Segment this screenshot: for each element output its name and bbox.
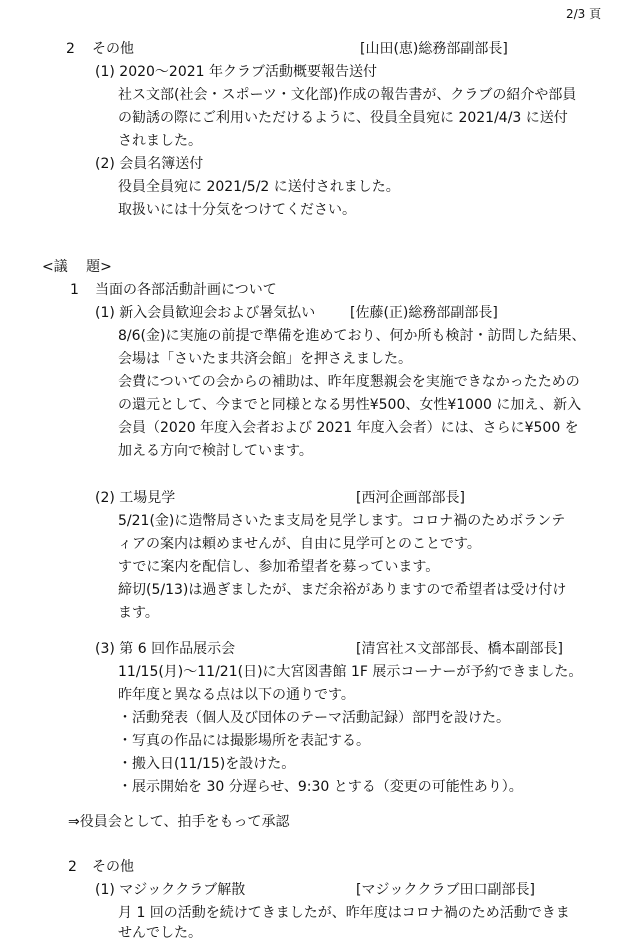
section-number: 2 xyxy=(68,859,77,875)
body-line: 昨年度と異なる点は以下の通りです。 xyxy=(118,687,355,703)
section-number: 2 xyxy=(66,41,75,57)
bullet-line: ・写真の作品には撮影場所を表記する。 xyxy=(118,733,370,749)
responsible-person: [清宮社ス文部部長、橋本副部長] xyxy=(356,641,563,657)
section-title: その他 xyxy=(92,41,134,57)
approval-note: ⇒役員会として、拍手をもって承認 xyxy=(68,814,290,830)
body-line: の還元として、今までと同様となる男性¥500、女性¥1000 に加え、新入 xyxy=(118,397,582,413)
agenda-heading: <議 題> xyxy=(42,259,112,275)
subitem-label: (1) 2020～2021 年クラブ活動概要報告送付 xyxy=(95,64,377,80)
body-line: 8/6(金)に実施の前提で準備を進めており、何か所も検討・訪問した結果、 xyxy=(118,328,586,344)
bullet-line: ・展示開始を 30 分遅らせ、9:30 とする（変更の可能性あり）。 xyxy=(118,779,523,795)
body-line: ます。 xyxy=(118,605,159,621)
body-line: 加える方向で検討しています。 xyxy=(118,443,313,459)
subitem-label: (1) マジッククラブ解散 xyxy=(95,882,246,898)
responsible-person: [山田(恵)総務部副部長] xyxy=(360,41,508,57)
body-line: すでに案内を配信し、参加希望者を募っています。 xyxy=(118,559,440,575)
body-line: 締切(5/13)は過ぎましたが、まだ余裕がありますので希望者は受け付け xyxy=(118,582,567,598)
section-title: その他 xyxy=(92,859,134,875)
body-line: 取扱いには十分気をつけてください。 xyxy=(118,202,356,218)
body-line: せんでした。 xyxy=(118,925,202,941)
body-line: 社ス文部(社会・スポーツ・文化部)作成の報告書が、クラブの紹介や部員 xyxy=(118,87,577,103)
section-title: 当面の各部活動計画について xyxy=(95,282,277,298)
body-line: の勧誘の際にご利用いただけるように、役員全員宛に 2021/4/3 に送付 xyxy=(118,110,568,126)
responsible-person: [マジッククラブ田口副部長] xyxy=(356,882,535,898)
subitem-label: (1) 新入会員歓迎会および暑気払い xyxy=(95,305,316,321)
subitem-label: (2) 会員名簿送付 xyxy=(95,156,204,172)
body-line: ィアの案内は頼めませんが、自由に見学可とのことです。 xyxy=(118,536,481,552)
body-line: 会費についての会からの補助は、昨年度懇親会を実施できなかったための xyxy=(118,374,580,390)
body-line: 5/21(金)に造幣局さいたま支局を見学します。コロナ禍のためボランテ xyxy=(118,513,566,529)
body-line: 11/15(月)～11/21(日)に大宮図書館 1F 展示コーナーが予約できました。 xyxy=(118,664,583,680)
body-line: 会員（2020 年度入会者および 2021 年度入会者）には、さらに¥500 を xyxy=(118,420,579,436)
responsible-person: [佐藤(正)総務部副部長] xyxy=(350,305,498,321)
section-number: 1 xyxy=(70,282,79,298)
responsible-person: [西河企画部部長] xyxy=(356,490,465,506)
body-line: 役員全員宛に 2021/5/2 に送付されました。 xyxy=(118,179,400,195)
body-line: 月 1 回の活動を続けてきましたが、昨年度はコロナ禍のため活動できま xyxy=(118,905,570,921)
body-line: 会場は「さいたま共済会館」を押さえました。 xyxy=(118,351,412,367)
subitem-label: (2) 工場見学 xyxy=(95,490,176,506)
page-number: 2/3 頁 xyxy=(566,7,602,21)
bullet-line: ・搬入日(11/15)を設けた。 xyxy=(118,756,296,772)
body-line: されました。 xyxy=(118,133,202,149)
subitem-label: (3) 第 6 回作品展示会 xyxy=(95,641,236,657)
bullet-line: ・活動発表（個人及び団体のテーマ活動記録）部門を設けた。 xyxy=(118,710,510,726)
